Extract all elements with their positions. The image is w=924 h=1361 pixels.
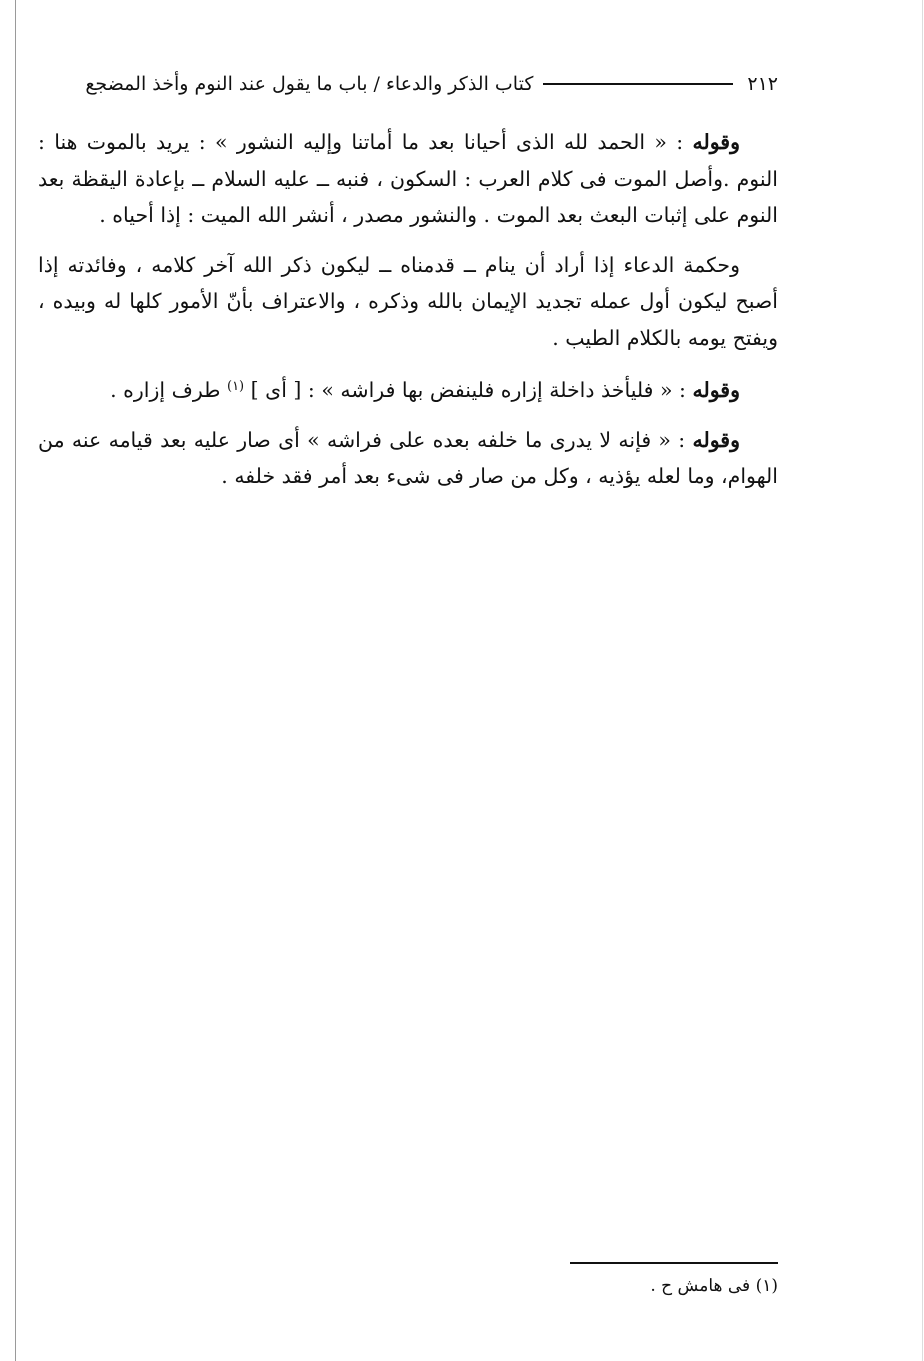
paragraph-text: : « فإنه لا يدرى ما خلفه بعده على فراشه » أى صار عليه بعد قيامه عنه من الهوام، وما لعله يؤذيه ، وكل من صار فى شىء بعد أمر فقد خلفه .	[38, 427, 778, 488]
running-title: كتاب الذكر والدعاء / باب ما يقول عند النوم وأخذ المضجع	[85, 73, 534, 95]
paragraph-4	[38, 422, 778, 495]
footnote-reference: (١)	[226, 379, 245, 394]
body-text	[38, 124, 778, 508]
paragraph-lead: وقوله	[692, 130, 740, 154]
footnote-rule	[570, 1262, 778, 1264]
header-rule	[543, 83, 733, 85]
paragraph-lead: وقوله	[692, 427, 740, 452]
paragraph-1	[38, 124, 778, 234]
paragraph-3	[38, 369, 778, 409]
paragraph-text: وحكمة الدعاء إذا أراد أن ينام ــ قدمناه ــ ليكون ذكر الله آخر كلامه ، وفائدته إذا أصبح ليكون أول عمله تجديد الإيمان بالله وذكره ، والاعتراف بأنّ الأمور كلها له وبيده ، ويفتح يومه بالكلام الطيب .	[38, 252, 778, 350]
paragraph-2	[38, 247, 778, 357]
scan-binding-edge	[15, 0, 16, 1361]
scan-right-edge	[922, 0, 923, 1361]
paragraph-lead: وقوله	[692, 378, 740, 402]
paragraph-text: : « الحمد لله الذى أحيانا بعد ما أماتنا وإليه النشور » : يريد بالموت هنا : النوم .وأصل الموت فى كلام العرب : السكون ، فنبه ــ عليه السلام ــ بإعادة اليقظة بعد النوم على إثبات البعث بعد الموت . والنشور مصدر ، أنشر الله الميت : إذا أحياه .	[38, 130, 778, 227]
paragraph-text: : « فليأخذ داخلة إزاره فلينفض بها فراشه » : [ أى ]	[244, 378, 693, 402]
page-header	[38, 68, 778, 100]
page-number: ٢١٢	[747, 73, 778, 95]
paragraph-text-continued: طرف إزاره .	[110, 378, 227, 402]
footnote: (١) فى هامش ح .	[650, 1276, 778, 1296]
